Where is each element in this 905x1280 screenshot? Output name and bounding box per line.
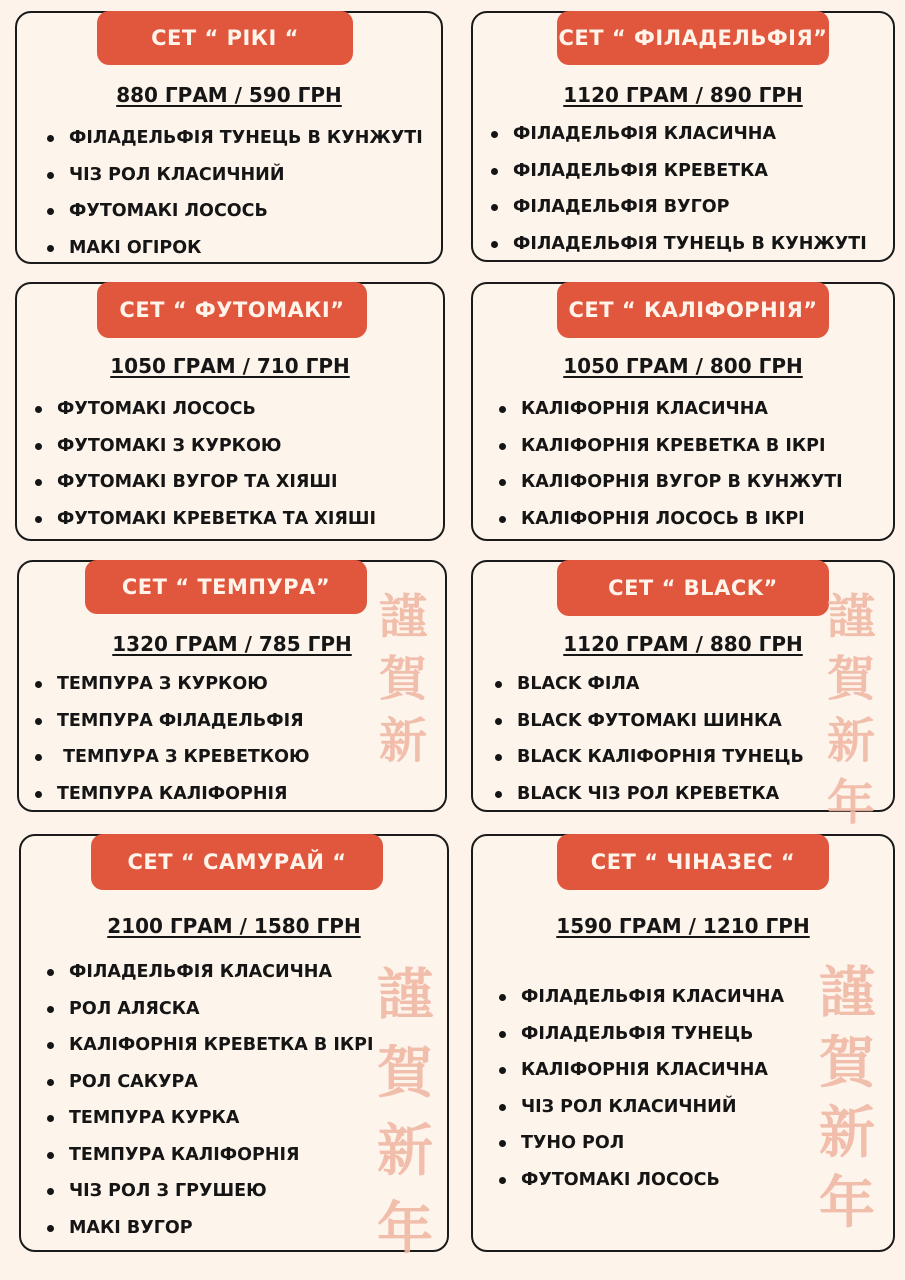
- set-title: СЕТ “ ТЕМПУРА”: [85, 560, 367, 614]
- list-item: КАЛІФОРНІЯ ЛОСОСЬ В ІКРІ: [499, 501, 843, 538]
- item-list: [499, 979, 784, 1198]
- set-card-philadelphia: [471, 11, 895, 262]
- set-card-black: [471, 560, 895, 831]
- weight-price: 1590 ГРАМ / 1210 ГРН: [556, 914, 810, 938]
- list-item: ТЕМПУРА КУРКА: [47, 1100, 374, 1137]
- weight-price: 2100 ГРАМ / 1580 ГРН: [107, 914, 361, 938]
- weight-price: 1120 ГРАМ / 890 ГРН: [563, 83, 803, 107]
- list-item: ФІЛАДЕЛЬФІЯ ВУГОР: [491, 189, 867, 226]
- kanji-decoration: 謹 賀 新 年: [819, 960, 875, 1236]
- list-item: ФІЛАДЕЛЬФІЯ ТУНЕЦЬ В КУНЖУТІ: [47, 120, 423, 157]
- kanji-decoration: 謹 賀 新 年: [377, 962, 433, 1262]
- set-title: СЕТ “ САМУРАЙ “: [91, 834, 383, 890]
- item-list: [47, 954, 374, 1246]
- list-item: ФІЛАДЕЛЬФІЯ ТУНЕЦЬ В КУНЖУТІ: [491, 226, 867, 263]
- list-item: КАЛІФОРНІЯ КЛАСИЧНА: [499, 1052, 784, 1089]
- list-item: BLACK КАЛІФОРНІЯ ТУНЕЦЬ: [495, 739, 804, 776]
- weight-price: 1320 ГРАМ / 785 ГРН: [112, 632, 352, 656]
- weight-price: 1050 ГРАМ / 800 ГРН: [563, 354, 803, 378]
- set-title: СЕТ “ BLACK”: [557, 560, 829, 616]
- item-list: [491, 116, 867, 262]
- list-item: BLACK ФІЛА: [495, 666, 804, 703]
- list-item: ТЕМПУРА З КУРКОЮ: [35, 666, 310, 703]
- set-card-samurai: [19, 834, 449, 1262]
- list-item: ТЕМПУРА КАЛІФОРНІЯ: [47, 1137, 374, 1174]
- list-item: ТЕМПУРА З КРЕВЕТКОЮ: [35, 739, 310, 776]
- list-item: КАЛІФОРНІЯ КРЕВЕТКА В ІКРІ: [47, 1027, 374, 1064]
- list-item: ФУТОМАКІ КРЕВЕТКА ТА ХІЯШІ: [35, 501, 376, 538]
- list-item: РОЛ САКУРА: [47, 1064, 374, 1101]
- list-item: МАКІ ВУГОР: [47, 1210, 374, 1247]
- kanji-decoration: 謹 賀 新 年: [826, 589, 875, 831]
- item-list: [495, 666, 804, 812]
- set-card-riki: [15, 11, 443, 264]
- set-card-tempura: [17, 560, 447, 812]
- list-item: ТЕМПУРА КАЛІФОРНІЯ: [35, 776, 310, 813]
- set-card-chinazes: [471, 834, 895, 1252]
- set-title: СЕТ “ ЧІНАЗЕС “: [557, 834, 829, 890]
- list-item: ТЕМПУРА ФІЛАДЕЛЬФІЯ: [35, 703, 310, 740]
- list-item: ФІЛАДЕЛЬФІЯ ТУНЕЦЬ: [499, 1016, 784, 1053]
- item-list: [35, 666, 310, 812]
- list-item: КАЛІФОРНІЯ ВУГОР В КУНЖУТІ: [499, 464, 843, 501]
- list-item: ТУНО РОЛ: [499, 1125, 784, 1162]
- list-item: ЧІЗ РОЛ З ГРУШЕЮ: [47, 1173, 374, 1210]
- weight-price: 880 ГРАМ / 590 ГРН: [116, 83, 342, 107]
- item-list: [35, 391, 376, 537]
- item-list: [47, 120, 423, 266]
- set-title: СЕТ “ КАЛІФОРНІЯ”: [557, 282, 829, 338]
- list-item: РОЛ АЛЯСКА: [47, 991, 374, 1028]
- set-title: СЕТ “ ФУТОМАКІ”: [97, 282, 367, 338]
- set-card-california: [471, 282, 895, 541]
- weight-price: 1050 ГРАМ / 710 ГРН: [110, 354, 350, 378]
- list-item: ФУТОМАКІ ВУГОР ТА ХІЯШІ: [35, 464, 376, 501]
- list-item: ФІЛАДЕЛЬФІЯ КЛАСИЧНА: [499, 979, 784, 1016]
- kanji-decoration: 謹 賀 新: [378, 589, 427, 769]
- item-list: [499, 391, 843, 537]
- list-item: ФІЛАДЕЛЬФІЯ КЛАСИЧНА: [47, 954, 374, 991]
- set-title: СЕТ “ РІКІ “: [97, 11, 353, 65]
- list-item: ФУТОМАКІ ЛОСОСЬ: [47, 193, 423, 230]
- set-title: СЕТ “ ФІЛАДЕЛЬФІЯ”: [557, 11, 829, 65]
- list-item: МАКІ ОГІРОК: [47, 230, 423, 267]
- list-item: ФУТОМАКІ ЛОСОСЬ: [499, 1162, 784, 1199]
- set-card-futomaki: [15, 282, 445, 541]
- list-item: BLACK ФУТОМАКІ ШИНКА: [495, 703, 804, 740]
- list-item: ЧІЗ РОЛ КЛАСИЧНИЙ: [47, 157, 423, 194]
- list-item: BLACK ЧІЗ РОЛ КРЕВЕТКА: [495, 776, 804, 813]
- weight-price: 1120 ГРАМ / 880 ГРН: [563, 632, 803, 656]
- list-item: ФУТОМАКІ З КУРКОЮ: [35, 428, 376, 465]
- list-item: ФУТОМАКІ ЛОСОСЬ: [35, 391, 376, 428]
- list-item: ФІЛАДЕЛЬФІЯ КРЕВЕТКА: [491, 153, 867, 190]
- list-item: ЧІЗ РОЛ КЛАСИЧНИЙ: [499, 1089, 784, 1126]
- list-item: КАЛІФОРНІЯ КРЕВЕТКА В ІКРІ: [499, 428, 843, 465]
- list-item: КАЛІФОРНІЯ КЛАСИЧНА: [499, 391, 843, 428]
- list-item: ФІЛАДЕЛЬФІЯ КЛАСИЧНА: [491, 116, 867, 153]
